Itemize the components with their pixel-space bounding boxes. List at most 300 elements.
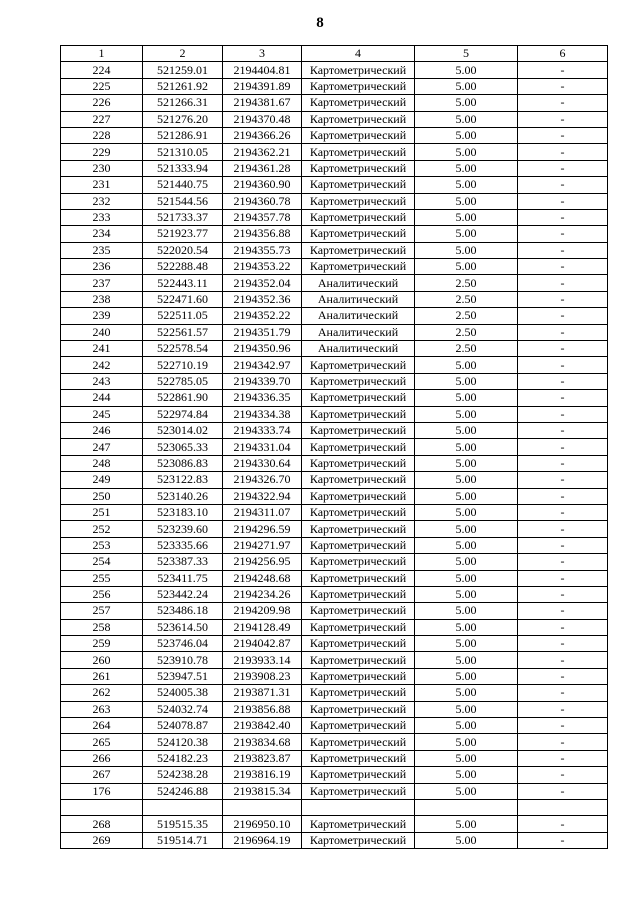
accuracy-cell: 5.00 <box>415 521 518 537</box>
table-row <box>61 652 608 668</box>
point-number-cell: 240 <box>61 324 143 340</box>
point-number-cell: 264 <box>61 718 143 734</box>
method-cell: Картометрический <box>302 734 415 750</box>
note-cell: - <box>518 619 608 635</box>
method-cell: Картометрический <box>302 357 415 373</box>
page-number: 8 <box>316 15 324 31</box>
method-cell: Картометрический <box>302 783 415 799</box>
accuracy-cell: 5.00 <box>415 619 518 635</box>
table-row <box>61 62 608 78</box>
point-number-cell: 261 <box>61 668 143 684</box>
y-coordinate-cell: 2194333.74 <box>223 422 302 438</box>
x-coordinate-cell: 523746.04 <box>143 636 223 652</box>
note-cell: - <box>518 832 608 848</box>
table-row <box>61 603 608 619</box>
method-cell: Картометрический <box>302 472 415 488</box>
note-cell: - <box>518 439 608 455</box>
y-coordinate-cell: 2194042.87 <box>223 636 302 652</box>
table-row <box>61 373 608 389</box>
accuracy-cell: 5.00 <box>415 406 518 422</box>
note-cell: - <box>518 750 608 766</box>
x-coordinate-cell: 523335.66 <box>143 537 223 553</box>
y-coordinate-cell: 2194342.97 <box>223 357 302 373</box>
y-coordinate-cell: 2194370.48 <box>223 111 302 127</box>
point-number-cell: 259 <box>61 636 143 652</box>
note-cell: - <box>518 554 608 570</box>
method-cell: Картометрический <box>302 832 415 848</box>
note-cell: - <box>518 341 608 357</box>
method-cell: Картометрический <box>302 701 415 717</box>
table-row <box>61 111 608 127</box>
point-number-cell: 239 <box>61 308 143 324</box>
point-number-cell: 242 <box>61 357 143 373</box>
x-coordinate-cell: 522974.84 <box>143 406 223 422</box>
point-number-cell: 262 <box>61 685 143 701</box>
y-coordinate-cell: 2193842.40 <box>223 718 302 734</box>
y-coordinate-cell: 2194296.59 <box>223 521 302 537</box>
y-coordinate-cell: 2194330.64 <box>223 455 302 471</box>
x-coordinate-cell: 522578.54 <box>143 341 223 357</box>
table-row <box>61 636 608 652</box>
table-row <box>61 586 608 602</box>
header-col-2: 2 <box>143 46 223 62</box>
point-number-cell: 229 <box>61 144 143 160</box>
x-coordinate-cell: 523910.78 <box>143 652 223 668</box>
method-cell: Картометрический <box>302 95 415 111</box>
note-cell: - <box>518 78 608 94</box>
table-row <box>61 95 608 111</box>
y-coordinate-cell: 2194356.88 <box>223 226 302 242</box>
y-coordinate-cell: 2194360.90 <box>223 177 302 193</box>
point-number-cell: 267 <box>61 767 143 783</box>
table-row <box>61 619 608 635</box>
table-row <box>61 750 608 766</box>
accuracy-cell: 5.00 <box>415 472 518 488</box>
point-number-cell: 257 <box>61 603 143 619</box>
point-number-cell: 244 <box>61 390 143 406</box>
method-cell: Аналитический <box>302 308 415 324</box>
point-number-cell: 246 <box>61 422 143 438</box>
note-cell: - <box>518 668 608 684</box>
table-row <box>61 816 608 832</box>
y-coordinate-cell: 2194248.68 <box>223 570 302 586</box>
table-row <box>61 160 608 176</box>
table-row <box>61 734 608 750</box>
table-row <box>61 177 608 193</box>
y-coordinate-cell: 2194361.28 <box>223 160 302 176</box>
table-row <box>61 127 608 143</box>
note-cell: - <box>518 406 608 422</box>
x-coordinate-cell: 524032.74 <box>143 701 223 717</box>
method-cell: Картометрический <box>302 685 415 701</box>
note-cell: - <box>518 308 608 324</box>
note-cell: - <box>518 209 608 225</box>
x-coordinate-cell: 519514.71 <box>143 832 223 848</box>
x-coordinate-cell: 521276.20 <box>143 111 223 127</box>
accuracy-cell: 5.00 <box>415 193 518 209</box>
y-coordinate-cell: 2194271.97 <box>223 537 302 553</box>
note-cell: - <box>518 603 608 619</box>
table-row <box>61 209 608 225</box>
note-cell <box>518 799 608 815</box>
method-cell: Картометрический <box>302 439 415 455</box>
accuracy-cell: 5.00 <box>415 259 518 275</box>
point-number-cell: 224 <box>61 62 143 78</box>
x-coordinate-cell: 523183.10 <box>143 504 223 520</box>
accuracy-cell: 5.00 <box>415 177 518 193</box>
y-coordinate-cell: 2193933.14 <box>223 652 302 668</box>
table-row <box>61 783 608 799</box>
y-coordinate-cell: 2193815.34 <box>223 783 302 799</box>
y-coordinate-cell: 2193871.31 <box>223 685 302 701</box>
x-coordinate-cell: 523014.02 <box>143 422 223 438</box>
accuracy-cell: 5.00 <box>415 750 518 766</box>
y-coordinate-cell: 2194360.78 <box>223 193 302 209</box>
y-coordinate-cell: 2193856.88 <box>223 701 302 717</box>
y-coordinate-cell: 2194352.22 <box>223 308 302 324</box>
point-number-cell: 251 <box>61 504 143 520</box>
x-coordinate-cell: 521286.91 <box>143 127 223 143</box>
note-cell: - <box>518 373 608 389</box>
y-coordinate-cell: 2194381.67 <box>223 95 302 111</box>
note-cell: - <box>518 226 608 242</box>
header-col-5: 5 <box>415 46 518 62</box>
method-cell: Аналитический <box>302 291 415 307</box>
y-coordinate-cell: 2194326.70 <box>223 472 302 488</box>
x-coordinate-cell: 521923.77 <box>143 226 223 242</box>
table-row <box>61 767 608 783</box>
method-cell: Картометрический <box>302 62 415 78</box>
x-coordinate-cell: 524005.38 <box>143 685 223 701</box>
accuracy-cell: 5.00 <box>415 504 518 520</box>
table-body <box>61 62 608 849</box>
table-row <box>61 455 608 471</box>
accuracy-cell: 5.00 <box>415 242 518 258</box>
accuracy-cell: 5.00 <box>415 537 518 553</box>
point-number-cell <box>61 799 143 815</box>
y-coordinate-cell: 2194234.26 <box>223 586 302 602</box>
y-coordinate-cell: 2194362.21 <box>223 144 302 160</box>
y-coordinate-cell: 2194366.26 <box>223 127 302 143</box>
y-coordinate-cell: 2194311.07 <box>223 504 302 520</box>
y-coordinate-cell: 2194209.98 <box>223 603 302 619</box>
note-cell: - <box>518 422 608 438</box>
method-cell: Картометрический <box>302 816 415 832</box>
x-coordinate-cell: 522561.57 <box>143 324 223 340</box>
y-coordinate-cell: 2194128.49 <box>223 619 302 635</box>
y-coordinate-cell: 2193823.87 <box>223 750 302 766</box>
x-coordinate-cell: 522288.48 <box>143 259 223 275</box>
accuracy-cell: 5.00 <box>415 144 518 160</box>
method-cell: Картометрический <box>302 537 415 553</box>
accuracy-cell: 5.00 <box>415 373 518 389</box>
method-cell: Картометрический <box>302 750 415 766</box>
table-row <box>61 439 608 455</box>
y-coordinate-cell: 2194350.96 <box>223 341 302 357</box>
note-cell: - <box>518 291 608 307</box>
point-number-cell: 230 <box>61 160 143 176</box>
accuracy-cell: 2.50 <box>415 308 518 324</box>
method-cell: Картометрический <box>302 209 415 225</box>
point-number-cell: 236 <box>61 259 143 275</box>
accuracy-cell: 5.00 <box>415 111 518 127</box>
method-cell: Картометрический <box>302 504 415 520</box>
accuracy-cell: 5.00 <box>415 636 518 652</box>
x-coordinate-cell: 523086.83 <box>143 455 223 471</box>
table-row <box>61 144 608 160</box>
accuracy-cell: 5.00 <box>415 226 518 242</box>
point-number-cell: 233 <box>61 209 143 225</box>
method-cell: Картометрический <box>302 144 415 160</box>
accuracy-cell: 5.00 <box>415 734 518 750</box>
x-coordinate-cell: 521261.92 <box>143 78 223 94</box>
x-coordinate-cell: 519515.35 <box>143 816 223 832</box>
accuracy-cell: 5.00 <box>415 390 518 406</box>
method-cell: Картометрический <box>302 127 415 143</box>
table-row <box>61 275 608 291</box>
method-cell: Картометрический <box>302 226 415 242</box>
method-cell: Картометрический <box>302 406 415 422</box>
table-row <box>61 685 608 701</box>
x-coordinate-cell: 523947.51 <box>143 668 223 684</box>
x-coordinate-cell: 521544.56 <box>143 193 223 209</box>
table-row <box>61 406 608 422</box>
accuracy-cell: 5.00 <box>415 127 518 143</box>
accuracy-cell: 2.50 <box>415 291 518 307</box>
note-cell: - <box>518 488 608 504</box>
accuracy-cell: 5.00 <box>415 554 518 570</box>
y-coordinate-cell: 2194353.22 <box>223 259 302 275</box>
table-row <box>61 718 608 734</box>
accuracy-cell: 2.50 <box>415 324 518 340</box>
coordinates-table <box>60 45 608 849</box>
point-number-cell: 235 <box>61 242 143 258</box>
note-cell: - <box>518 718 608 734</box>
note-cell: - <box>518 521 608 537</box>
x-coordinate-cell: 522471.60 <box>143 291 223 307</box>
table-row <box>61 308 608 324</box>
method-cell: Картометрический <box>302 554 415 570</box>
note-cell: - <box>518 127 608 143</box>
method-cell: Картометрический <box>302 668 415 684</box>
note-cell: - <box>518 160 608 176</box>
x-coordinate-cell: 522710.19 <box>143 357 223 373</box>
x-coordinate-cell: 524246.88 <box>143 783 223 799</box>
accuracy-cell: 5.00 <box>415 62 518 78</box>
accuracy-cell: 5.00 <box>415 586 518 602</box>
table-row <box>61 78 608 94</box>
table-row <box>61 668 608 684</box>
point-number-cell: 226 <box>61 95 143 111</box>
x-coordinate-cell: 524182.23 <box>143 750 223 766</box>
table-row <box>61 390 608 406</box>
method-cell: Картометрический <box>302 488 415 504</box>
note-cell: - <box>518 259 608 275</box>
method-cell: Картометрический <box>302 570 415 586</box>
point-number-cell: 255 <box>61 570 143 586</box>
note-cell: - <box>518 177 608 193</box>
x-coordinate-cell: 523486.18 <box>143 603 223 619</box>
x-coordinate-cell: 521440.75 <box>143 177 223 193</box>
note-cell: - <box>518 455 608 471</box>
x-coordinate-cell: 524238.28 <box>143 767 223 783</box>
x-coordinate-cell: 523411.75 <box>143 570 223 586</box>
table-row <box>61 504 608 520</box>
method-cell: Картометрический <box>302 373 415 389</box>
accuracy-cell: 5.00 <box>415 455 518 471</box>
y-coordinate-cell: 2194336.35 <box>223 390 302 406</box>
x-coordinate-cell: 523122.83 <box>143 472 223 488</box>
point-number-cell: 241 <box>61 341 143 357</box>
note-cell: - <box>518 537 608 553</box>
note-cell: - <box>518 767 608 783</box>
x-coordinate-cell: 522861.90 <box>143 390 223 406</box>
method-cell: Картометрический <box>302 521 415 537</box>
point-number-cell: 238 <box>61 291 143 307</box>
point-number-cell: 258 <box>61 619 143 635</box>
note-cell: - <box>518 242 608 258</box>
y-coordinate-cell: 2194391.89 <box>223 78 302 94</box>
y-coordinate-cell: 2194352.36 <box>223 291 302 307</box>
y-coordinate-cell: 2194331.04 <box>223 439 302 455</box>
table-row <box>61 259 608 275</box>
method-cell: Аналитический <box>302 324 415 340</box>
point-number-cell: 256 <box>61 586 143 602</box>
note-cell: - <box>518 390 608 406</box>
note-cell: - <box>518 636 608 652</box>
note-cell: - <box>518 685 608 701</box>
table-row <box>61 701 608 717</box>
table-row <box>61 357 608 373</box>
y-coordinate-cell: 2196964.19 <box>223 832 302 848</box>
note-cell: - <box>518 701 608 717</box>
accuracy-cell: 5.00 <box>415 816 518 832</box>
point-number-cell: 250 <box>61 488 143 504</box>
note-cell: - <box>518 570 608 586</box>
accuracy-cell: 5.00 <box>415 767 518 783</box>
point-number-cell: 252 <box>61 521 143 537</box>
x-coordinate-cell: 523065.33 <box>143 439 223 455</box>
method-cell: Картометрический <box>302 160 415 176</box>
method-cell: Аналитический <box>302 341 415 357</box>
table-row <box>61 570 608 586</box>
method-cell: Картометрический <box>302 767 415 783</box>
note-cell: - <box>518 62 608 78</box>
y-coordinate-cell: 2193834.68 <box>223 734 302 750</box>
y-coordinate-cell: 2193908.23 <box>223 668 302 684</box>
table-row <box>61 554 608 570</box>
x-coordinate-cell: 522785.05 <box>143 373 223 389</box>
point-number-cell: 263 <box>61 701 143 717</box>
x-coordinate-cell: 522443.11 <box>143 275 223 291</box>
x-coordinate-cell: 521310.05 <box>143 144 223 160</box>
accuracy-cell: 5.00 <box>415 832 518 848</box>
point-number-cell: 254 <box>61 554 143 570</box>
table-row <box>61 521 608 537</box>
note-cell: - <box>518 324 608 340</box>
point-number-cell: 248 <box>61 455 143 471</box>
method-cell: Картометрический <box>302 242 415 258</box>
table-row <box>61 341 608 357</box>
point-number-cell: 260 <box>61 652 143 668</box>
method-cell: Картометрический <box>302 718 415 734</box>
point-number-cell: 176 <box>61 783 143 799</box>
accuracy-cell: 5.00 <box>415 209 518 225</box>
table-row <box>61 832 608 848</box>
table-row <box>61 422 608 438</box>
point-number-cell: 231 <box>61 177 143 193</box>
note-cell: - <box>518 816 608 832</box>
point-number-cell: 234 <box>61 226 143 242</box>
accuracy-cell: 5.00 <box>415 95 518 111</box>
method-cell: Картометрический <box>302 619 415 635</box>
note-cell: - <box>518 586 608 602</box>
accuracy-cell: 2.50 <box>415 275 518 291</box>
accuracy-cell: 5.00 <box>415 668 518 684</box>
table-row <box>61 799 608 815</box>
point-number-cell: 228 <box>61 127 143 143</box>
accuracy-cell: 5.00 <box>415 685 518 701</box>
y-coordinate-cell: 2194322.94 <box>223 488 302 504</box>
y-coordinate-cell: 2194404.81 <box>223 62 302 78</box>
table-row <box>61 291 608 307</box>
accuracy-cell: 5.00 <box>415 439 518 455</box>
method-cell: Аналитический <box>302 275 415 291</box>
note-cell: - <box>518 472 608 488</box>
point-number-cell: 237 <box>61 275 143 291</box>
table-row <box>61 488 608 504</box>
method-cell <box>302 799 415 815</box>
accuracy-cell: 5.00 <box>415 783 518 799</box>
method-cell: Картометрический <box>302 455 415 471</box>
point-number-cell: 232 <box>61 193 143 209</box>
accuracy-cell: 5.00 <box>415 78 518 94</box>
y-coordinate-cell: 2194339.70 <box>223 373 302 389</box>
header-col-3: 3 <box>223 46 302 62</box>
y-coordinate-cell: 2194351.79 <box>223 324 302 340</box>
note-cell: - <box>518 734 608 750</box>
note-cell: - <box>518 95 608 111</box>
x-coordinate-cell: 524078.87 <box>143 718 223 734</box>
method-cell: Картометрический <box>302 652 415 668</box>
point-number-cell: 266 <box>61 750 143 766</box>
accuracy-cell: 5.00 <box>415 652 518 668</box>
accuracy-cell: 5.00 <box>415 570 518 586</box>
table-row <box>61 324 608 340</box>
x-coordinate-cell: 522511.05 <box>143 308 223 324</box>
point-number-cell: 253 <box>61 537 143 553</box>
y-coordinate-cell: 2196950.10 <box>223 816 302 832</box>
accuracy-cell: 2.50 <box>415 341 518 357</box>
method-cell: Картометрический <box>302 259 415 275</box>
x-coordinate-cell: 521259.01 <box>143 62 223 78</box>
note-cell: - <box>518 783 608 799</box>
y-coordinate-cell: 2194334.38 <box>223 406 302 422</box>
point-number-cell: 247 <box>61 439 143 455</box>
point-number-cell: 249 <box>61 472 143 488</box>
method-cell: Картометрический <box>302 78 415 94</box>
x-coordinate-cell: 524120.38 <box>143 734 223 750</box>
x-coordinate-cell <box>143 799 223 815</box>
x-coordinate-cell: 523387.33 <box>143 554 223 570</box>
accuracy-cell: 5.00 <box>415 701 518 717</box>
note-cell: - <box>518 193 608 209</box>
note-cell: - <box>518 144 608 160</box>
accuracy-cell: 5.00 <box>415 488 518 504</box>
method-cell: Картометрический <box>302 603 415 619</box>
table-row <box>61 537 608 553</box>
x-coordinate-cell: 521733.37 <box>143 209 223 225</box>
